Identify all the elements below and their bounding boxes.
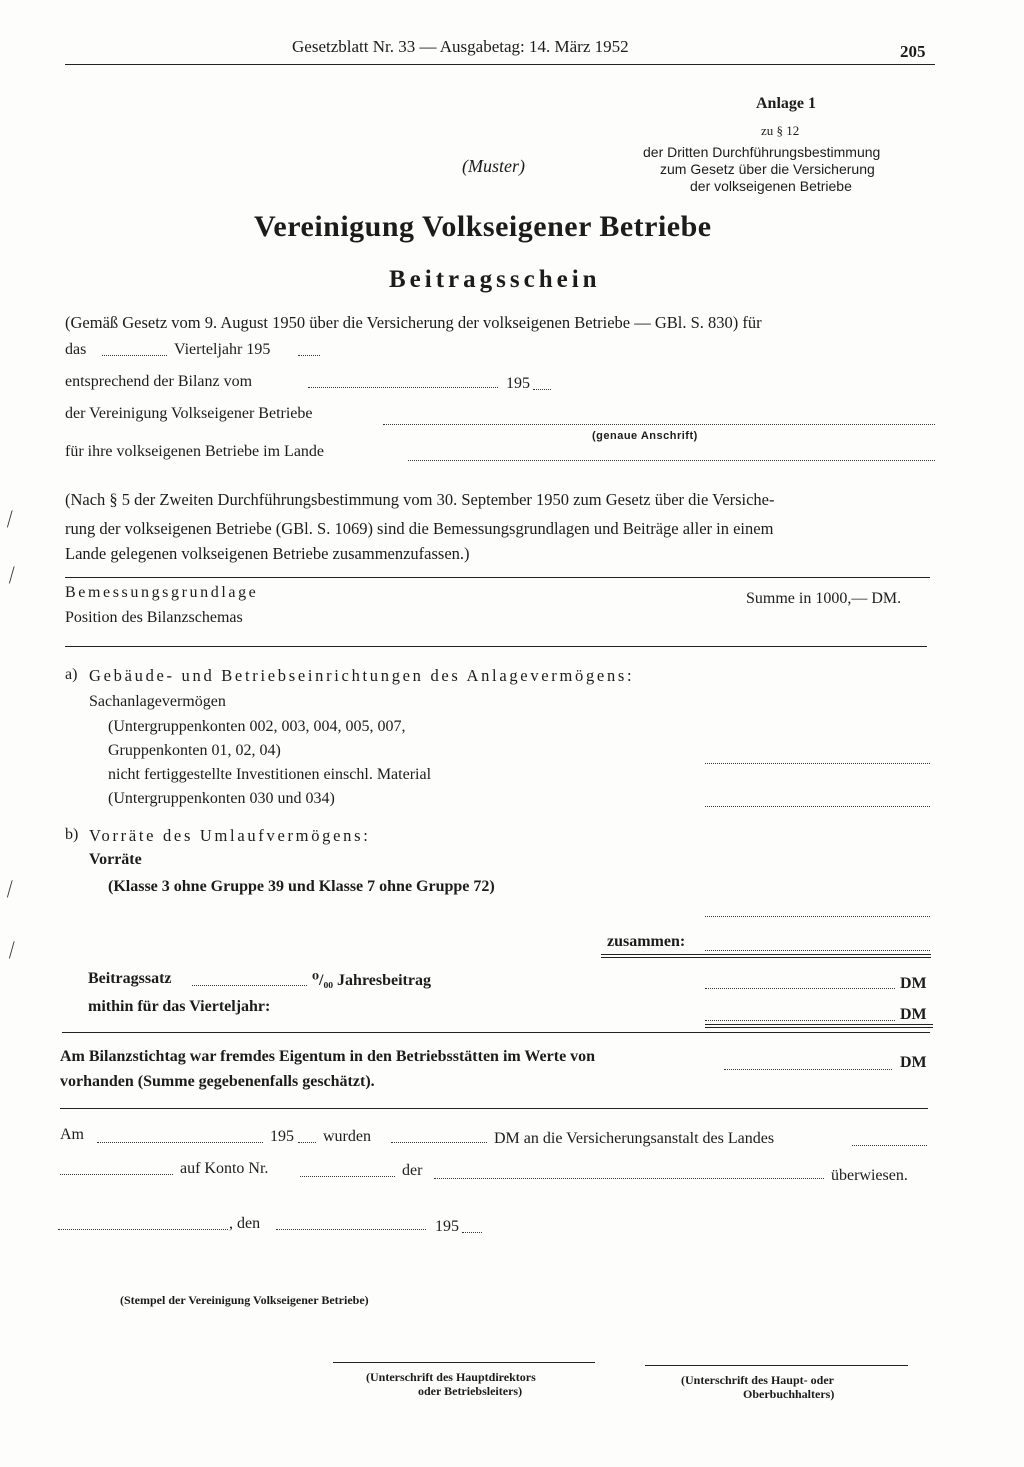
- margin-tick-mark: ⁄: [3, 506, 16, 531]
- account-number-field[interactable]: [300, 1176, 395, 1177]
- address-caption: (genaue Anschrift): [592, 430, 698, 442]
- intro-lande: für ihre volkseigenen Betriebe im Lande: [65, 443, 325, 460]
- bank-field[interactable]: [434, 1178, 824, 1179]
- signature-date-field[interactable]: [276, 1229, 426, 1230]
- signature2-caption-l1: (Unterschrift des Haupt- oder: [681, 1373, 834, 1387]
- section-b-sub: Vorräte: [89, 851, 142, 868]
- sum-header: Summe in 1000,— DM.: [746, 590, 902, 607]
- intro-line1: (Gemäß Gesetz vom 9. August 1950 über die Versicherung der volkseigenen Betriebe — GBl. S. 830) für: [65, 313, 762, 332]
- document-subtitle: Beitragsschein: [389, 266, 601, 293]
- section-b-label: b): [65, 826, 79, 843]
- transfer-land-field[interactable]: [852, 1145, 927, 1146]
- total-double-rule: [601, 954, 931, 958]
- quarter-field[interactable]: [102, 355, 167, 356]
- intro-vereinigung: der Vereinigung Volkseigener Betriebe: [65, 405, 313, 422]
- state-field[interactable]: [408, 460, 935, 461]
- annex-title: Anlage 1: [756, 95, 816, 112]
- transfer-am: Am: [60, 1126, 84, 1143]
- table-header-rule: [65, 646, 927, 647]
- section-a-l2: Gruppenkonten 01, 02, 04): [108, 742, 281, 759]
- intro-das: das: [65, 341, 87, 358]
- property-value-field[interactable]: [724, 1069, 892, 1070]
- signature2-line: [645, 1365, 908, 1366]
- section-a-l1: (Untergruppenkonten 002, 003, 004, 005, 007,: [108, 718, 406, 735]
- quarter-amount-field[interactable]: [705, 1020, 895, 1021]
- rate-field[interactable]: [192, 985, 307, 986]
- section-a-label: a): [65, 666, 78, 683]
- transfer-der: der: [402, 1162, 423, 1179]
- transfer-amount-field[interactable]: [391, 1142, 487, 1143]
- rate-label: Beitragssatz: [88, 970, 172, 987]
- date-year: 195: [435, 1218, 459, 1235]
- intro-vierteljahr: Vierteljahr 195: [174, 341, 271, 358]
- table-top-rule: [65, 577, 930, 578]
- transfer-ueberwiesen: überwiesen.: [831, 1167, 908, 1184]
- document-title: Vereinigung Volkseigener Betriebe: [254, 210, 712, 243]
- annex-line3: der volkseigenen Betriebe: [690, 178, 852, 194]
- position-header: Position des Bilanzschemas: [65, 609, 243, 626]
- total-field[interactable]: [705, 950, 930, 951]
- margin-tick-mark: ⁄: [5, 562, 18, 587]
- property-line2: vorhanden (Summe gegebenenfalls geschätzt).: [60, 1073, 375, 1090]
- totals-bottom-rule: [62, 1032, 930, 1033]
- annex-ref: zu § 12: [761, 123, 800, 138]
- total-label: zusammen:: [607, 933, 686, 950]
- rate-unit-label: ⁰/₀₀ Jahresbeitrag: [312, 972, 431, 989]
- annual-currency: DM: [900, 975, 927, 992]
- annex-line1: der Dritten Durchführungsbestimmung: [643, 144, 881, 160]
- intro-bilanz: entsprechend der Bilanz vom: [65, 373, 253, 390]
- basis-header: Bemessungsgrundlage: [65, 584, 259, 601]
- section-a-sum1-field[interactable]: [705, 763, 930, 764]
- section-b-l1: (Klasse 3 ohne Gruppe 39 und Klasse 7 ohne Gruppe 72): [108, 878, 495, 895]
- signature1-caption-l2: oder Betriebsleiters): [418, 1384, 523, 1398]
- note-line1: (Nach § 5 der Zweiten Durchführungsbestimmung vom 30. September 1950 zum Gesetz über die Versiche-: [65, 490, 775, 509]
- section-a-title: Gebäude- und Betriebseinrichtungen des Anlagevermögens:: [89, 666, 635, 685]
- margin-tick-mark: ⁄: [3, 876, 16, 901]
- transfer-date-field[interactable]: [97, 1142, 263, 1143]
- signature1-caption-l1: (Unterschrift des Hauptdirektors: [366, 1370, 536, 1384]
- note-line2: rung der volkseigenen Betriebe (GBl. S. 1069) sind die Bemessungsgrundlagen und Beiträge aller in einem: [65, 519, 774, 538]
- section-a-sub: Sachanlagevermögen: [89, 693, 226, 710]
- quarter-double-rule: [705, 1024, 933, 1028]
- page-number: 205: [900, 42, 926, 61]
- muster-label: (Muster): [462, 156, 525, 176]
- transfer-year-field[interactable]: [298, 1142, 316, 1143]
- transfer-year: 195: [270, 1128, 294, 1145]
- quarter-year-field[interactable]: [298, 355, 320, 356]
- running-header: Gesetzblatt Nr. 33 — Ausgabetag: 14. März 1952: [292, 37, 629, 56]
- property-currency: DM: [900, 1054, 927, 1071]
- annual-amount-field[interactable]: [705, 988, 895, 989]
- intro-bilanz-year: 195: [506, 375, 530, 392]
- signature1-line: [333, 1362, 595, 1363]
- section-a-l4: (Untergruppenkonten 030 und 034): [108, 790, 335, 807]
- transfer-versicherung: DM an die Versicherungsanstalt des Landes: [494, 1130, 775, 1147]
- section-a-sum2-field[interactable]: [705, 806, 930, 807]
- margin-tick-mark: ⁄: [5, 937, 18, 962]
- balance-date-field[interactable]: [308, 387, 498, 388]
- place-field[interactable]: [58, 1229, 228, 1230]
- header-rule: [65, 64, 935, 65]
- transfer-wurden: wurden: [323, 1128, 371, 1145]
- note-line3: Lande gelegenen volkseigenen Betriebe zusammenzufassen.): [65, 544, 470, 563]
- property-line1: Am Bilanzstichtag war fremdes Eigentum in den Betriebsstätten im Werte von: [60, 1048, 596, 1065]
- transfer-konto: auf Konto Nr.: [180, 1160, 269, 1177]
- annex-line2: zum Gesetz über die Versicherung: [660, 161, 875, 177]
- quarter-currency: DM: [900, 1006, 927, 1023]
- stamp-caption: (Stempel der Vereinigung Volkseigener Betriebe): [120, 1293, 369, 1307]
- signature-year-field[interactable]: [462, 1232, 482, 1233]
- balance-year-field[interactable]: [533, 389, 551, 390]
- section-a-l3: nicht fertiggestellte Investitionen einschl. Material: [108, 766, 432, 783]
- signature2-caption-l2: Oberbuchhalters): [743, 1387, 835, 1401]
- property-bottom-rule: [60, 1108, 928, 1109]
- section-b-title: Vorräte des Umlaufvermögens:: [89, 826, 371, 845]
- transfer-recipient-field[interactable]: [60, 1174, 173, 1175]
- quarter-amount-label: mithin für das Vierteljahr:: [88, 998, 271, 1015]
- vvb-name-field[interactable]: [383, 424, 935, 425]
- section-b-sum-field[interactable]: [705, 916, 930, 917]
- date-den: , den: [229, 1215, 261, 1232]
